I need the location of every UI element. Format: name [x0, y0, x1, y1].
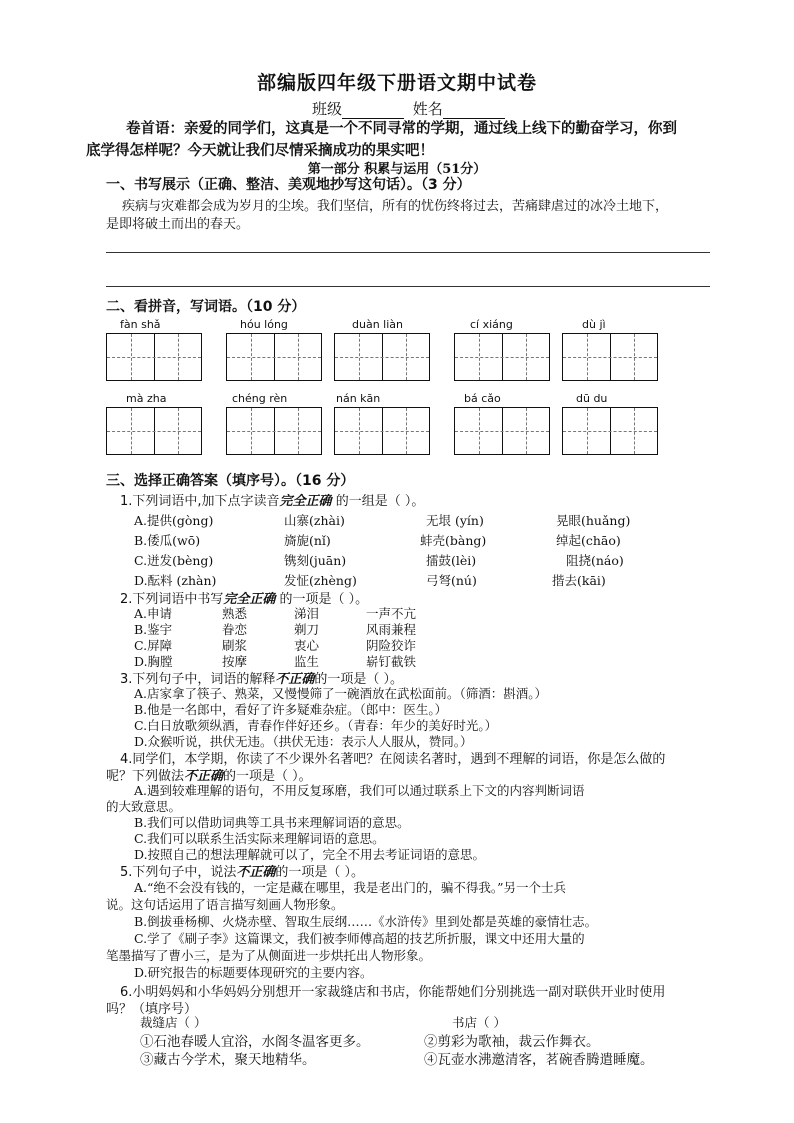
question-1	[120, 490, 424, 509]
question-6-line-1: 6.小明妈妈和小华妈妈分别想开一家裁缝店和书店，你能帮她们分别挑选一副对联供开业时使用	[120, 985, 666, 1000]
q4-option-a-cont: 的大致意思。	[106, 799, 182, 814]
q1-a-1: A.提供(gòng)	[134, 513, 214, 528]
copy-sentence-line-2: 是即将破土而出的春天。	[106, 217, 250, 232]
q1-d-1: D.酝料 (zhàn)	[134, 573, 217, 588]
answer-box-8[interactable]	[334, 407, 430, 455]
q2-d-3: 监生	[294, 654, 320, 669]
part-one-heading: 第一部分 积累与运用（51分）	[307, 162, 487, 177]
pinyin-4: cí xiáng	[470, 318, 513, 331]
q1-b-4: 绰起(chāo)	[556, 533, 621, 548]
question-6-line-2: 吗？（填序号）	[106, 1002, 198, 1017]
answer-box-2[interactable]	[226, 333, 322, 381]
q2-prefix: 2.下列词语中书写	[120, 592, 224, 607]
section-2-heading: 二、看拼音，写词语。（10 分）	[106, 299, 306, 315]
q1-a-3: 无垠 (yín)	[426, 513, 484, 528]
q2-a-3: 涕泪	[294, 606, 320, 621]
pinyin-7: chéng rèn	[232, 392, 288, 405]
q5-option-b: B.倒拔垂杨柳、火烧赤壁、智取生辰纲……《水浒传》里到处都是英雄的豪情壮志。	[134, 914, 598, 929]
q3-emphasis: 不正确	[275, 672, 315, 687]
q3-option-c: C.白日放歌须纵酒，青春作伴好还乡。（青春：年少的美好时光。）	[134, 718, 498, 733]
pinyin-10: dū du	[576, 392, 608, 405]
name-blank[interactable]	[443, 104, 505, 119]
copy-sentence-line-1: 疾病与灾难都会成为岁月的尘埃。我们坚信，所有的忧伤终将过去，苦痛肆虐过的冰冷土地下，	[122, 199, 669, 214]
couplet-3: ③藏古今学术，聚天地精华。	[140, 1052, 316, 1068]
q4-option-c: C.我们可以联系生活实际来理解词语的意思。	[134, 831, 385, 846]
q2-c-4: 阴险狡诈	[366, 638, 417, 653]
q4-option-b: B.我们可以借助词典等工具书来理解词语的意思。	[134, 815, 410, 830]
q2-d-4: 崭钉截铁	[366, 654, 417, 669]
q2-a-1: A.申请	[134, 606, 173, 621]
q2-b-4: 风雨兼程	[366, 622, 417, 637]
q3-prefix: 3.下列句子中，词语的解释	[120, 672, 276, 687]
q1-b-1: B.倭瓜(wō)	[134, 533, 201, 548]
pinyin-2: hóu lóng	[240, 318, 288, 331]
q2-d-1: D.胸膛	[134, 654, 173, 669]
q1-d-2: 发怔(zhèng)	[284, 573, 357, 588]
q1-b-3: 蚌壳(bàng)	[420, 533, 487, 548]
name-label: 姓名	[412, 100, 443, 118]
pinyin-3: duàn liàn	[352, 318, 403, 331]
pinyin-9: bá cǎo	[464, 392, 501, 405]
q5-option-c: C.学了《刷子李》这篇课文，我们被李师傅高超的技艺所折服，课文中还用大量的	[134, 931, 585, 946]
answer-box-7[interactable]	[226, 407, 322, 455]
couplet-4: ④瓦壶水沸邀清客，茗碗香腾遣睡魔。	[424, 1052, 654, 1068]
answer-box-6[interactable]	[106, 407, 202, 455]
q2-c-1: C.屏障	[134, 638, 173, 653]
writing-line-2[interactable]	[106, 286, 710, 287]
writing-line-1[interactable]	[106, 252, 710, 253]
q1-c-2: 镌刻(juān)	[284, 553, 347, 568]
q3-suffix: 的一项是（ ）。	[314, 672, 404, 687]
q1-c-1: C.迸发(bèng)	[134, 553, 214, 568]
q4-prefix: 呢？下列做法	[106, 769, 185, 784]
q2-emphasis: 完全正确	[223, 592, 276, 607]
pinyin-6: mà zha	[126, 392, 167, 405]
q3-option-d: D.众猴听说，拱伏无违。（拱伏无违：表示人人服从，赞同。）	[134, 734, 473, 749]
q5-suffix: 的一项是（ ）。	[275, 865, 365, 880]
class-label: 班级	[312, 100, 343, 118]
q4-option-d: D.按照自己的想法理解就可以了，完全不用去考证词语的意思。	[134, 847, 486, 862]
q1-c-3: 擂鼓(lèi)	[426, 553, 477, 568]
q2-b-1: B.鉴宇	[134, 622, 173, 637]
q2-d-2: 按摩	[222, 654, 248, 669]
pinyin-1: fàn shǎ	[120, 318, 161, 331]
q5-emphasis: 不正确	[236, 865, 276, 880]
q1-a-2: 山寨(zhài)	[284, 513, 345, 528]
q1-emphasis: 完全正确	[279, 494, 332, 509]
q5-prefix: 5.下列句子中，说法	[120, 865, 237, 880]
tailor-answer[interactable]: 裁缝店（ ）	[140, 1015, 207, 1030]
q5-option-c-cont: 笔墨描写了曹小三，是为了从侧面进一步烘托出人物形象。	[106, 948, 432, 963]
answer-box-3[interactable]	[334, 333, 430, 381]
question-4-line-1: 4.同学们，本学期，你读了不少课外名著吧？在阅读名著时，遇到不理解的词语，你是怎么做的	[120, 752, 666, 767]
answer-box-10[interactable]	[562, 407, 658, 455]
q2-a-2: 熟悉	[222, 606, 248, 621]
section-3-heading: 三、选择正确答案（填序号）。（16 分）	[106, 473, 355, 489]
section-1-heading: 一、书写展示（正确、整洁、美观地抄写这句话）。（3 分）	[106, 177, 471, 193]
q4-option-a: A.遇到较难理解的语句，不用反复琢磨，我们可以通过联系上下文的内容判断词语	[134, 783, 585, 798]
exam-title: 部编版四年级下册语文期中试卷	[256, 72, 537, 94]
answer-box-4[interactable]	[454, 333, 550, 381]
q1-d-3: 弓弩(nú)	[426, 573, 477, 588]
q3-option-a: A.店家拿了筷子、熟菜，又慢慢筛了一碗酒放在武松面前。（筛酒：斟酒。）	[134, 686, 548, 701]
q1-prefix: 1.下列词语中,加下点字读音	[120, 494, 280, 509]
preface-line-2: 底学得怎样呢？今天就让我们尽情采摘成功的果实吧！	[86, 143, 434, 159]
q1-d-4: 揩去(kāi)	[552, 573, 606, 588]
class-blank[interactable]	[342, 104, 404, 119]
answer-box-5[interactable]	[562, 333, 658, 381]
couplet-2: ②剪彩为歌袖，裁云作舞衣。	[424, 1034, 600, 1050]
q2-c-3: 衷心	[294, 638, 320, 653]
q2-b-2: 眷恋	[222, 622, 248, 637]
q3-option-b: B.他是一名郎中，看好了许多疑难杂症。（郎中：医生。）	[134, 702, 448, 717]
q1-b-2: 旖旎(nǐ)	[284, 533, 331, 548]
q2-c-2: 刷浆	[222, 638, 248, 653]
preface	[86, 118, 716, 162]
answer-box-1[interactable]	[106, 333, 202, 381]
q4-suffix: 的一项是（ ）。	[223, 769, 312, 784]
class-name-line	[312, 98, 505, 119]
preface-line-1: 卷首语：亲爱的同学们，这真是一个不同寻常的学期，通过线上线下的勤奋学习，你到	[126, 121, 677, 137]
pinyin-8: nán kān	[336, 392, 381, 405]
q5-option-a: A.“绝不会没有钱的，一定是藏在哪里，我是老出门的，骗不得我。”另一个士兵	[134, 880, 567, 895]
bookstore-answer[interactable]: 书店（ ）	[452, 1015, 506, 1030]
q1-a-4: 晃眼(huǎng)	[556, 513, 631, 528]
q4-emphasis: 不正确	[184, 769, 224, 784]
q1-suffix: 的一组是（ ）。	[331, 494, 425, 509]
pinyin-5: dù jì	[582, 318, 606, 331]
q1-c-4: 阻挠(náo)	[566, 553, 624, 568]
q2-suffix: 的一项是（ ）。	[275, 592, 369, 607]
answer-box-9[interactable]	[454, 407, 550, 455]
q5-option-d: D.研究报告的标题要体现研究的主要内容。	[134, 965, 373, 980]
couplet-1: ①石池春暖人宜浴，水阁冬温客更多。	[140, 1034, 370, 1050]
q2-a-4: 一声不亢	[366, 606, 417, 621]
q2-b-3: 剃刀	[294, 622, 320, 637]
q5-option-a-cont: 说。这句话运用了语言描写刻画人物形象。	[106, 897, 344, 912]
